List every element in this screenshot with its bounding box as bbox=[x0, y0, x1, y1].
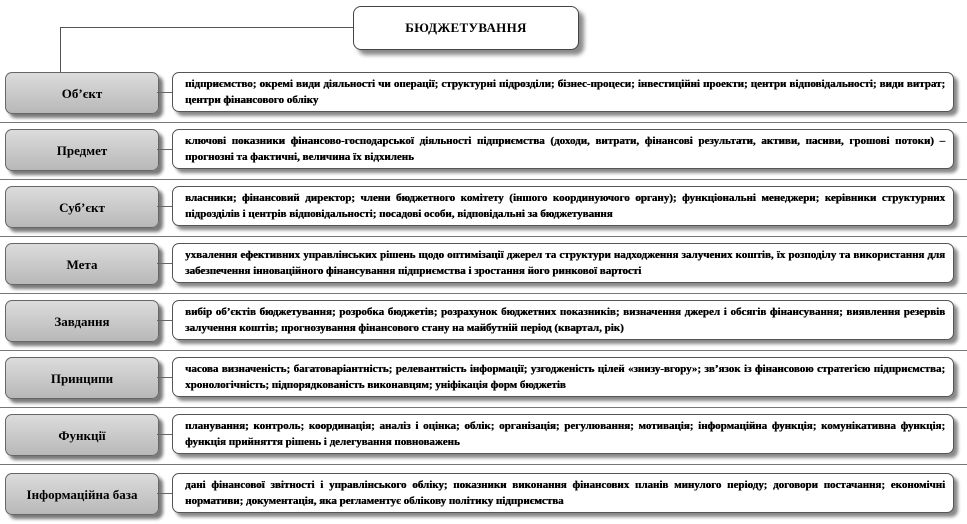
title-connector-horizontal bbox=[60, 27, 353, 28]
row-text-subject-matter: ключові показники фінансово-господарської діяльності підприємства (доходи, витрати, фінансові результати, активи, пасиви, грошові потоки) – прогнозні та фактичні, величина їх відхилень bbox=[172, 129, 954, 169]
row-separator bbox=[0, 350, 967, 351]
row-text-goal: ухвалення ефективних управлінських рішень щодо оптимізації джерел та структури надходження залучених коштів, їх розподілу та використання для забезпечення інноваційного фінансування підприємства і зростання його ринкової вартості bbox=[172, 243, 954, 283]
row-label-tasks: Завдання bbox=[5, 300, 159, 342]
row-label-subject-matter: Предмет bbox=[5, 129, 159, 171]
row-label-information-base: Інформаційна база bbox=[5, 473, 159, 515]
row-label-functions: Функції bbox=[5, 414, 159, 456]
row-text-principles: часова визначеність; багатоваріантність; релевантність інформації; узгодженість цілей «знизу-вгору»; зв’язок із фінансовою стратегією підприємства; хронологічність; підпорядкованість виконавцям; уніфікація форм бюджетів bbox=[172, 357, 954, 397]
row-label-object: Об’єкт bbox=[5, 72, 159, 114]
row-label-principles: Принципи bbox=[5, 357, 159, 399]
row-connector-goal bbox=[157, 263, 172, 264]
row-connector-subject-matter bbox=[157, 149, 172, 150]
row-connector-subject bbox=[157, 206, 172, 207]
row-text-object: підприємство; окремі види діяльності чи операції; структурні підрозділи; бізнес-процеси; інвестиційні проекти; центри відповідальності; види витрат; центри фінансового обліку bbox=[172, 72, 954, 112]
row-connector-object bbox=[157, 92, 172, 93]
diagram-title: БЮДЖЕТУВАННЯ bbox=[353, 6, 579, 50]
row-text-functions: планування; контроль; координація; аналіз і оцінка; облік; організація; регулювання; мотивація; інформаційна функція; комунікативна функція; функція прийняття рішень і делегування повноважень bbox=[172, 414, 954, 454]
row-connector-principles bbox=[157, 377, 172, 378]
row-label-subject: Суб’єкт bbox=[5, 186, 159, 228]
row-separator bbox=[0, 464, 967, 465]
row-separator bbox=[0, 407, 967, 408]
row-separator bbox=[0, 236, 967, 237]
row-connector-information-base bbox=[157, 493, 172, 494]
row-text-tasks: вибір об’єктів бюджетування; розробка бюджетів; розрахунок бюджетних показників; визначення джерел і обсягів фінансування; виявлення резервів залучення коштів; прогнозування фінансового стану на майбутній період (квартал, рік) bbox=[172, 300, 954, 340]
row-connector-functions bbox=[157, 434, 172, 435]
row-label-goal: Мета bbox=[5, 243, 159, 285]
row-text-information-base: дані фінансової звітності і управлінського обліку; показники виконання фінансових планів минулого періоду; договори постачання; економічні нормативи; документація, яка регламентує облікову політику підприємства bbox=[172, 473, 954, 513]
row-separator bbox=[0, 122, 967, 123]
row-separator bbox=[0, 293, 967, 294]
row-separator bbox=[0, 179, 967, 180]
row-text-subject: власники; фінансовий директор; члени бюджетного комітету (іншого координуючого органу); функціональні менеджери; керівники структурних підрозділів і центрів відповідальності; посадові особи, відповідальні за бюджетування bbox=[172, 186, 954, 226]
row-connector-tasks bbox=[157, 320, 172, 321]
title-connector-vertical bbox=[60, 27, 61, 72]
